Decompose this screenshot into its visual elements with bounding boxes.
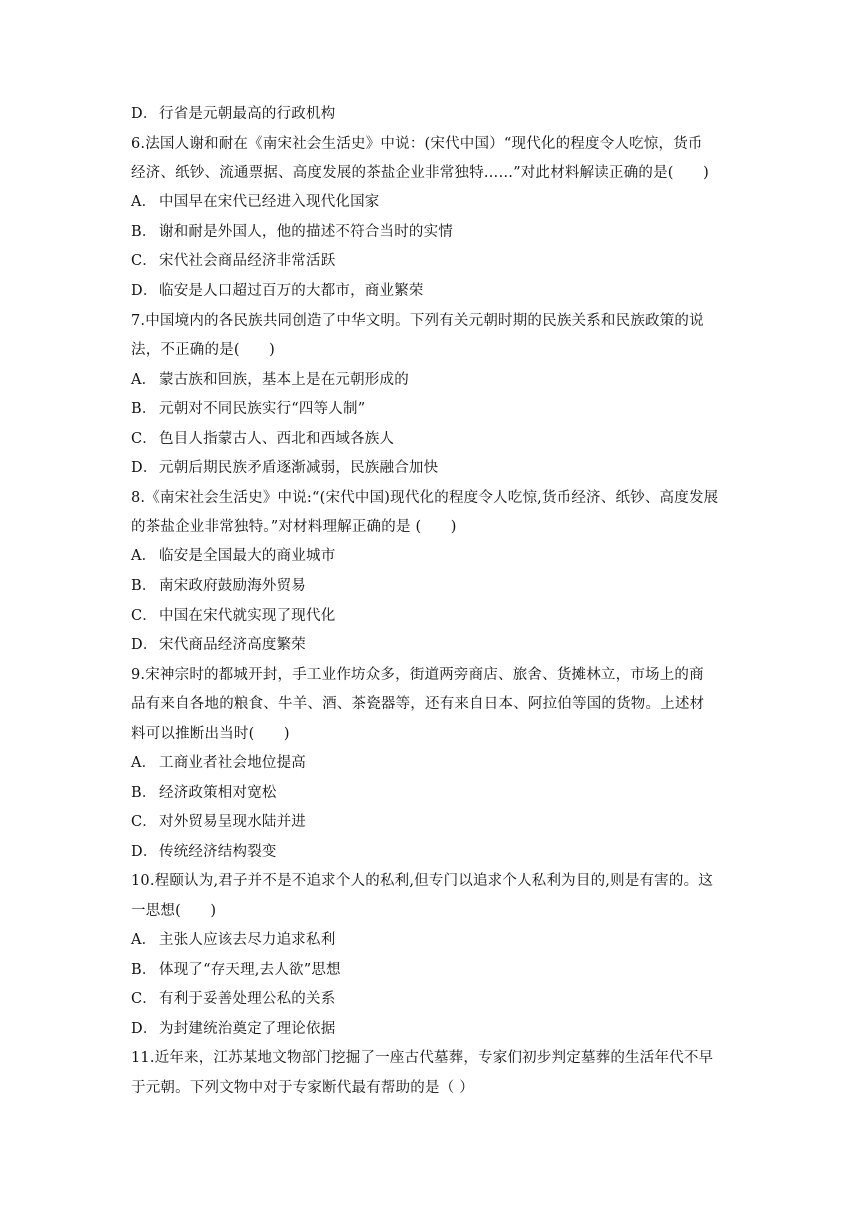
option-text: 元朝后期民族矛盾逐渐减弱，民族融合加快	[159, 460, 439, 476]
option-letter: A．	[131, 194, 157, 210]
option-text: 中国早在宋代已经进入现代化国家	[159, 194, 380, 210]
question-line	[131, 1078, 474, 1098]
question-line	[131, 694, 704, 714]
option-letter: B．	[131, 962, 157, 978]
option-text: 经济政策相对宽松	[159, 785, 277, 801]
question-line	[131, 665, 704, 685]
option-letter: C．	[131, 253, 157, 269]
option-line	[131, 930, 335, 950]
question-line	[131, 488, 718, 508]
option-text: 元朝对不同民族实行“四等人制”	[159, 401, 366, 417]
option-letter: C．	[131, 991, 157, 1007]
option-text: 有利于妥善处理公私的关系	[159, 991, 336, 1007]
option-letter: B．	[131, 224, 157, 240]
question-text: 9.宋神宗时的都城开封，手工业作坊众多，街道两旁商店、旅舍、货摊林立，市场上的商	[131, 667, 704, 683]
question-text: 法，不正确的是( )	[131, 342, 276, 358]
option-letter: A．	[131, 372, 157, 388]
option-text: 体现了“存天理,去人欲”思想	[159, 962, 341, 978]
option-line	[131, 251, 335, 271]
option-letter: A．	[131, 548, 157, 564]
option-line	[131, 281, 424, 301]
question-text: 8.《南宋社会生活史》中说:“(宋代中国)现代化的程度令人吃惊,货币经济、纸钞、高度发展	[131, 490, 719, 506]
option-letter: C．	[131, 608, 157, 624]
question-line	[131, 871, 713, 891]
option-line	[131, 104, 335, 124]
question-line	[131, 311, 704, 331]
option-text: 临安是全国最大的商业城市	[159, 548, 336, 564]
option-letter: D．	[131, 106, 158, 122]
question-line	[131, 163, 709, 183]
option-text: 对外贸易呈现水陆并进	[159, 814, 306, 830]
option-letter: D．	[131, 844, 158, 860]
option-text: 中国在宋代就实现了现代化	[159, 608, 336, 624]
option-letter: B．	[131, 785, 157, 801]
option-line	[131, 783, 277, 803]
option-line	[131, 842, 277, 862]
option-line	[131, 399, 365, 419]
option-line	[131, 1019, 335, 1039]
option-letter: C．	[131, 814, 157, 830]
option-line	[131, 429, 394, 449]
option-line	[131, 989, 335, 1009]
question-text: 于元朝。下列文物中对于专家断代最有帮助的是（ ）	[131, 1080, 474, 1096]
question-text: 7.中国境内的各民族共同创造了中华文明。下列有关元朝时期的民族关系和民族政策的说	[131, 313, 704, 329]
option-line	[131, 192, 380, 212]
option-letter: D．	[131, 637, 158, 653]
option-letter: B．	[131, 401, 157, 417]
option-letter: D．	[131, 1021, 158, 1037]
question-text: 6.法国人谢和耐在《南宋社会生活史》中说：(宋代中国）“现代化的程度令人吃惊，货币	[131, 136, 703, 152]
option-line	[131, 753, 306, 773]
question-text: 料可以推断出当时( )	[131, 726, 290, 742]
option-text: 主张人应该去尽力追求私利	[159, 932, 336, 948]
option-letter: B．	[131, 578, 157, 594]
option-line	[131, 576, 306, 596]
option-line	[131, 546, 335, 566]
option-text: 宋代商品经济高度繁荣	[159, 637, 306, 653]
question-text: 经济、纸钞、流通票据、高度发展的茶盐企业非常独特……”对此材料解读正确的是( )	[131, 165, 709, 181]
option-text: 色目人指蒙古人、西北和西域各族人	[159, 431, 395, 447]
option-text: 临安是人口超过百万的大都市，商业繁荣	[159, 283, 424, 299]
option-line	[131, 960, 341, 980]
question-line	[131, 340, 275, 360]
option-text: 行省是元朝最高的行政机构	[159, 106, 336, 122]
option-letter: A．	[131, 932, 157, 948]
question-text: 的茶盐企业非常独特。”对材料理解正确的是 ( )	[131, 519, 457, 535]
option-line	[131, 606, 335, 626]
question-line	[131, 517, 457, 537]
option-text: 为封建统治奠定了理论依据	[159, 1021, 336, 1037]
option-line	[131, 370, 409, 390]
option-line	[131, 635, 306, 655]
option-letter: D．	[131, 460, 158, 476]
option-text: 宋代社会商品经济非常活跃	[159, 253, 336, 269]
question-text: 品有来自各地的粮食、牛羊、酒、茶瓷器等，还有来自日本、阿拉伯等国的货物。上述材	[131, 696, 705, 712]
question-line	[131, 1048, 713, 1068]
question-line	[131, 901, 216, 921]
option-text: 传统经济结构裂变	[159, 844, 277, 860]
option-line	[131, 458, 438, 478]
question-text: 11.近年来，江苏某地文物部门挖掘了一座古代墓葬，专家们初步判定墓葬的生活年代不早	[131, 1050, 714, 1066]
question-line	[131, 724, 290, 744]
option-line	[131, 222, 453, 242]
option-text: 南宋政府鼓励海外贸易	[159, 578, 306, 594]
option-text: 工商业者社会地位提高	[159, 755, 306, 771]
option-text: 谢和耐是外国人，他的描述不符合当时的实情	[159, 224, 453, 240]
option-line	[131, 812, 306, 832]
question-text: 10.程颐认为,君子并不是不追求个人的私利,但专门以追求个人私利为目的,则是有害的。这	[131, 873, 713, 889]
option-letter: D．	[131, 283, 158, 299]
option-text: 蒙古族和回族，基本上是在元朝形成的	[159, 372, 409, 388]
question-text: 一思想( )	[131, 903, 217, 919]
question-line	[131, 134, 703, 154]
option-letter: A．	[131, 755, 157, 771]
option-letter: C．	[131, 431, 157, 447]
